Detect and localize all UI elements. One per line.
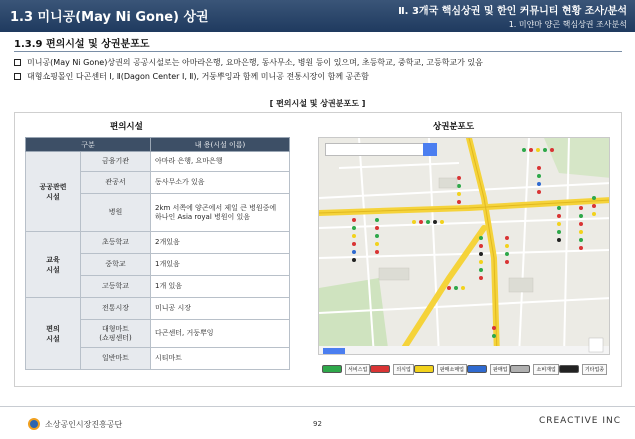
figure-caption: [ 편의시설 및 상권분포도 ] bbox=[269, 99, 366, 108]
checkbox-bullet-icon bbox=[14, 73, 21, 80]
map-search-button[interactable] bbox=[423, 143, 437, 156]
legend-item bbox=[510, 364, 558, 375]
chapter-subtitle: 1. 미얀마 양곤 핵심상권 조사분석 bbox=[508, 20, 627, 29]
checkbox-bullet-icon bbox=[14, 59, 21, 66]
footer-divider bbox=[0, 406, 635, 407]
chapter-title: Ⅱ. 3개국 핵심상권 및 한인 커뮤니티 현황 조사/분석 bbox=[398, 6, 627, 17]
row-description: 다곤센터, 거둥뿌잉 bbox=[151, 320, 290, 348]
row-category: 관공서 bbox=[81, 172, 151, 194]
row-category: 초등학교 bbox=[81, 232, 151, 254]
table-header-row bbox=[26, 138, 290, 152]
row-category: 금융기관 bbox=[81, 152, 151, 172]
section-title: 1.3.9 편의시설 및 상권분포도 bbox=[14, 39, 150, 50]
group-education: 교육 시설 bbox=[26, 232, 81, 298]
facilities-table bbox=[25, 137, 290, 370]
row-category: 중학교 bbox=[81, 254, 151, 276]
row-description: 1개있음 bbox=[151, 254, 290, 276]
legend-swatch bbox=[559, 365, 579, 373]
header-bar bbox=[0, 0, 635, 32]
legend-item bbox=[322, 364, 370, 375]
district-map[interactable] bbox=[318, 137, 610, 355]
bullet-item bbox=[14, 57, 483, 68]
row-description: 2km 서쪽에 양곤에서 제일 큰 병원중에 하나인 Asia royal 병원이 있음 bbox=[151, 194, 290, 232]
legend-item bbox=[559, 364, 607, 375]
table-row bbox=[26, 152, 290, 172]
row-description: 시티마트 bbox=[151, 348, 290, 370]
legend-label: 판매업 bbox=[490, 364, 511, 375]
page-title: 1.3 미니공(May Ni Gone) 상권 bbox=[10, 10, 209, 25]
legend-swatch bbox=[467, 365, 487, 373]
page-number: 92 bbox=[313, 420, 322, 428]
row-category: 일반마트 bbox=[81, 348, 151, 370]
map-graphic bbox=[319, 138, 610, 355]
figure-panel bbox=[14, 112, 622, 387]
legend-item bbox=[467, 364, 511, 375]
chapter-info bbox=[398, 2, 627, 30]
row-category: 전통시장 bbox=[81, 298, 151, 320]
row-description: 동사무소가 있음 bbox=[151, 172, 290, 194]
facilities-title: 편의시설 bbox=[110, 122, 143, 132]
row-category: 고등학교 bbox=[81, 276, 151, 298]
bullet-text: 대형쇼핑몰인 다곤센터 Ⅰ, Ⅱ(Dagon Center Ⅰ, Ⅱ), 거둥뿌잉과 함께 미니공 전통시장이 함께 공존함 bbox=[27, 72, 369, 81]
row-category: 병원 bbox=[81, 194, 151, 232]
group-public: 공공관련 시설 bbox=[26, 152, 81, 232]
map-title: 상권분포도 bbox=[433, 122, 475, 132]
table-row bbox=[26, 232, 290, 254]
legend-label: 서비스업 bbox=[345, 364, 370, 375]
column-header-content: 내 용(시설 이름) bbox=[151, 138, 290, 152]
row-description: 1개 있음 bbox=[151, 276, 290, 298]
legend-label: 판매소매업 bbox=[437, 364, 467, 375]
bullet-item bbox=[14, 71, 369, 82]
brand-logo: CREACTIVE INC bbox=[538, 416, 621, 426]
legend-item bbox=[370, 364, 414, 375]
group-convenience: 편의 시설 bbox=[26, 298, 81, 370]
map-search-input[interactable] bbox=[325, 143, 425, 156]
legend-label: 기타업종 bbox=[582, 364, 607, 375]
legend-swatch bbox=[414, 365, 434, 373]
legend-swatch bbox=[322, 365, 342, 373]
map-legend bbox=[318, 359, 610, 379]
row-description: 미니공 시장 bbox=[151, 298, 290, 320]
legend-swatch bbox=[510, 365, 530, 373]
legend-item bbox=[414, 364, 467, 375]
row-description: 아마라 은행, 요마은행 bbox=[151, 152, 290, 172]
org-name: 소상공인시장진흥공단 bbox=[45, 419, 123, 429]
row-description: 2개있음 bbox=[151, 232, 290, 254]
bullet-text: 미니공(May Ni Gone)상권의 공공시설로는 아마라은행, 요마은행, 동사무소, 병원 등이 있으며, 초등학교, 중학교, 고등학교가 있음 bbox=[27, 58, 483, 67]
section-divider bbox=[14, 51, 622, 52]
row-category: 대형마트 (쇼핑센터) bbox=[81, 320, 151, 348]
legend-swatch bbox=[370, 365, 390, 373]
table-row bbox=[26, 298, 290, 320]
column-header-category: 구분 bbox=[26, 138, 151, 152]
legend-label: 소비재업 bbox=[533, 364, 558, 375]
legend-label: 의식업 bbox=[393, 364, 414, 375]
